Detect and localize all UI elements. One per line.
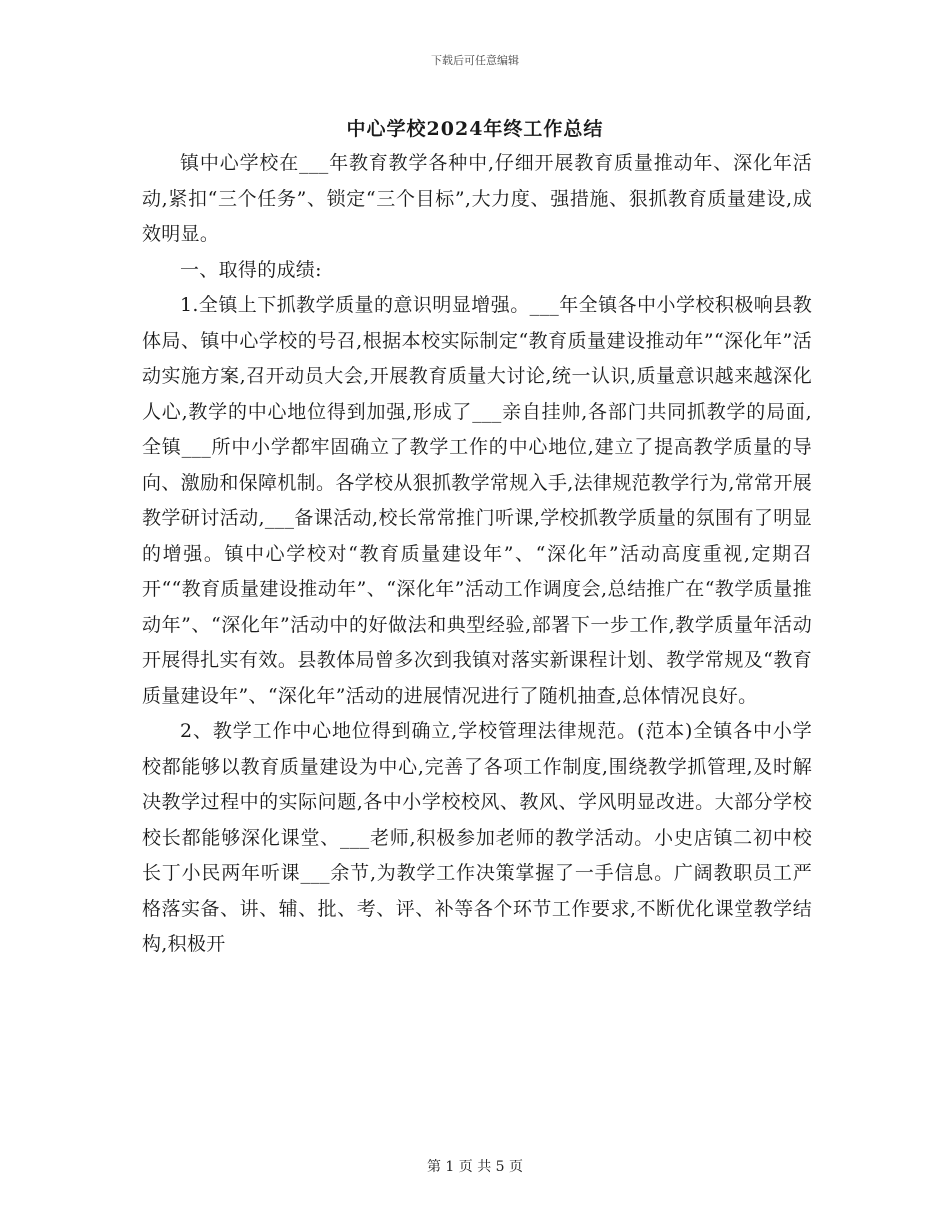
page-number-footer: 第 1 页 共 5 页 bbox=[426, 1159, 524, 1175]
section-heading-achievements: 一、取得的成绩: bbox=[180, 258, 322, 281]
paragraph-item-1: 1.全镇上下抓教学质量的意识明显增强。___年全镇各中小学校积极响县教体局、镇中心学校的号召,根据本校实际制定“教育质量建设推动年”“深化年”活动实施方案,召开动员大会,开展教育质量大讨论,统一认识,质量意识越来越深化人心,教学的中心地位得到加强,形成了___亲自挂帅,各部门共同抓教学的局面,全镇___所中小学都牢固确立了教学工作的中心地位,建立了提高教学质量的导向、激励和保障机制。各学校从狠抓教学常规入手,法律规范教学行为,常常开展教学研讨活动,___备课活动,校长常常推门听课,学校抓教学质量的氛围有了明显的增强。镇中心学校对“教育质量建设年”、“深化年”活动高度重视,定期召开““教育质量建设推动年”、“深化年”活动工作调度会,总结推广在“教学质量推动年”、“深化年”活动中的好做法和典型经验,部署下一步工作,教学质量年活动开展得扎实有效。县教体局曾多次到我镇对落实新课程计划、教学常规及“教育质量建设年”、“深化年”活动的进展情况进行了随机抽查,总体情况良好。 bbox=[142, 294, 812, 707]
paragraph-intro: 镇中心学校在___年教育教学各种中,仔细开展教育质量推动年、深化年活动,紧扣“三个任务”、锁定“三个目标”,大力度、强措施、狠抓教育质量建设,成效明显。 bbox=[142, 152, 812, 245]
paragraph-item-2: 2、教学工作中心地位得到确立,学校管理法律规范。(范本)全镇各中小学校都能够以教育质量建设为中心,完善了各项工作制度,围绕教学抓管理,及时解决教学过程中的实际问题,各中小学校校风、教风、学风明显改进。大部分学校校长都能够深化课堂、___老师,积极参加老师的教学活动。小史店镇二初中校长丁小民两年听课___余节,为教学工作决策掌握了一手信息。广阔教职员工严格落实备、讲、辅、批、考、评、补等各个环节工作要求,不断优化课堂教学结构,积极开 bbox=[142, 720, 812, 955]
document-title: 中心学校2024年终工作总结 bbox=[346, 118, 604, 140]
header-note: 下载后可任意编辑 bbox=[431, 54, 519, 67]
document-body bbox=[142, 146, 812, 963]
